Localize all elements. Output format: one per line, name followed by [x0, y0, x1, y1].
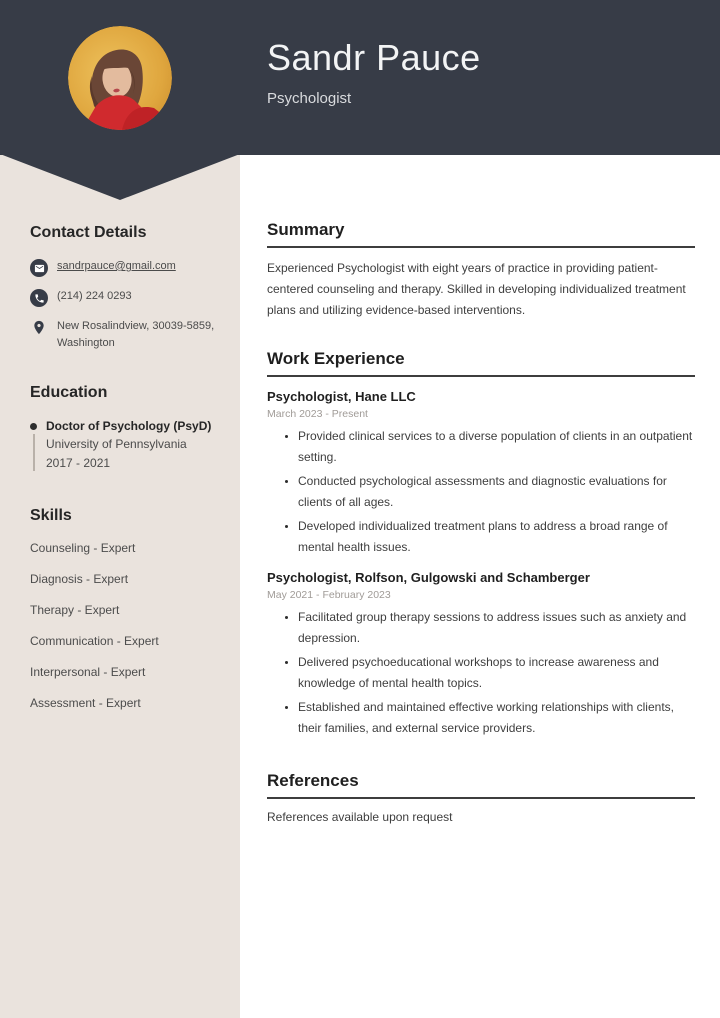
job-dates: May 2021 - February 2023	[267, 588, 391, 601]
education-item	[30, 418, 220, 473]
job-title: Psychologist, Hane LLC	[267, 389, 416, 404]
sidebar	[0, 0, 240, 1018]
contact-row-email	[30, 258, 220, 277]
job-bullet: • Conducted psychological assessments and diagnostic evaluations for clients of all ages.	[298, 471, 695, 513]
education-item-text	[46, 418, 211, 473]
education-school: University of Pennsylvania	[46, 437, 187, 452]
job-entry	[267, 389, 695, 558]
summary-heading: Summary	[267, 220, 695, 248]
location-icon	[30, 318, 48, 338]
skill-item: Interpersonal - Expert	[30, 665, 146, 680]
education-years: 2017 - 2021	[46, 456, 111, 471]
timeline-marker	[30, 418, 37, 473]
address-value: New Rosalindview, 30039-5859, Washington	[57, 320, 215, 350]
job-bullet: • Established and maintained effective working relationships with clients, their families, and external service providers.	[298, 697, 695, 739]
skill-item: Diagnosis - Expert	[30, 572, 129, 587]
skill-item: Counseling - Expert	[30, 541, 136, 556]
candidate-name: Sandr Pauce	[267, 37, 481, 78]
contact-row-address	[30, 318, 220, 352]
candidate-title: Psychologist	[267, 89, 352, 107]
job-bullet: • Provided clinical services to a diverse population of clients in an outpatient setting.	[298, 426, 695, 468]
summary-section	[267, 220, 695, 321]
email-value	[57, 258, 176, 275]
main-content	[240, 0, 720, 1018]
job-bullet: • Delivered psychoeducational workshops to increase awareness and knowledge of mental health topics.	[298, 652, 695, 694]
skill-item: Therapy - Expert	[30, 603, 120, 618]
references-section	[267, 771, 695, 824]
job-dates: March 2023 - Present	[267, 407, 368, 420]
skills-heading: Skills	[30, 507, 72, 525]
timeline-dot-icon	[30, 423, 37, 430]
education-degree: Doctor of Psychology (PsyD)	[46, 419, 212, 434]
summary-text: Experienced Psychologist with eight years of practice in providing patient-centered counseling and therapy. Skilled in developing individualized treatment plans and utilizing evidence-based interventions.	[267, 261, 686, 317]
references-text: References available upon request	[267, 809, 453, 824]
skills-section	[30, 507, 220, 711]
education-section	[30, 384, 220, 473]
job-title: Psychologist, Rolfson, Gulgowski and Schamberger	[267, 569, 590, 585]
job-bullet-list	[267, 426, 695, 558]
references-heading: References	[267, 771, 695, 799]
phone-value: (214) 224 0293	[57, 290, 132, 302]
work-experience-heading: Work Experience	[267, 349, 695, 377]
education-heading: Education	[30, 384, 108, 402]
email-icon	[30, 259, 48, 277]
job-bullet: • Developed individualized treatment plans to address a broad range of mental health issues.	[298, 516, 695, 558]
work-experience-section	[267, 349, 695, 739]
timeline-line	[33, 434, 35, 471]
job-bullet-list	[267, 607, 695, 739]
job-entry	[267, 570, 695, 739]
contact-details-heading: Contact Details	[30, 224, 147, 241]
phone-icon	[30, 289, 48, 307]
skill-item: Assessment - Expert	[30, 696, 141, 711]
job-bullet: • Facilitated group therapy sessions to address issues such as anxiety and depression.	[298, 607, 695, 649]
skill-item: Communication - Expert	[30, 634, 159, 649]
contact-row-phone	[30, 288, 220, 307]
email-link[interactable]: sandrpauce@gmail.com	[57, 260, 176, 272]
